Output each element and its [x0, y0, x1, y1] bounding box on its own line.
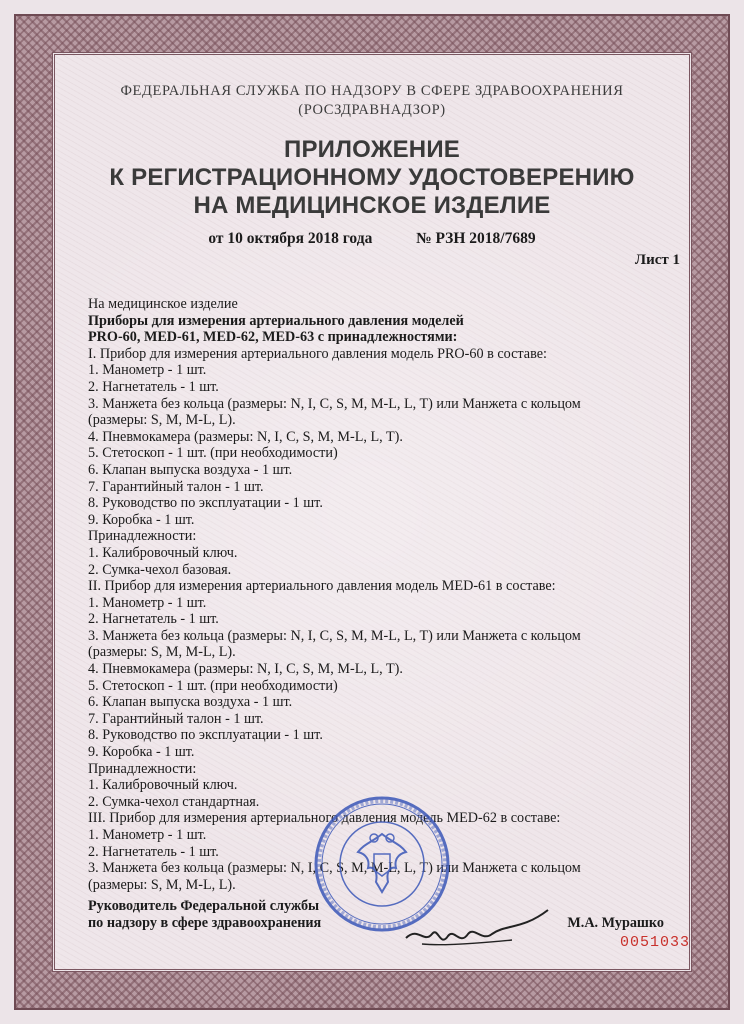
body-line: 2. Сумка-чехол базовая. [88, 561, 232, 578]
body-line: Принадлежности: [88, 760, 197, 777]
body-line: 1. Манометр - 1 шт. [88, 827, 207, 843]
sheet-number: Лист 1 [634, 252, 680, 268]
body-line: Принадлежности: [88, 528, 197, 545]
document-content [52, 52, 692, 972]
body-line: 9. Коробка - 1 шт. [88, 511, 195, 528]
body-line: 1. Калибровочный ключ. [88, 777, 238, 794]
body-line: 7. Гарантийный талон - 1 шт. [88, 710, 264, 727]
body-line: 6. Клапан выпуска воздуха - 1 шт. [88, 461, 293, 478]
registration-number: № РЗН 2018/7689 [416, 230, 536, 247]
signer-title [88, 898, 321, 932]
title-line-2: К РЕГИСТРАЦИОННОМУ УДОСТОВЕРЕНИЮ [109, 164, 635, 191]
body-line: (размеры: S, M, M-L, L). [88, 876, 236, 893]
title-line-1: ПРИЛОЖЕНИЕ [284, 136, 460, 163]
body-line: Приборы для измерения артериального давления моделей [88, 312, 464, 329]
body-line: (размеры: S, M, M-L, L). [88, 644, 236, 661]
body-line: 1. Калибровочный ключ. [88, 544, 238, 561]
body-line: 7. Гарантийный талон - 1 шт. [88, 478, 264, 495]
body-line: 2. Нагнетатель - 1 шт. [88, 611, 219, 628]
body-line: II. Прибор для измерения артериального давления модель MED-61 в составе: [88, 578, 556, 595]
body-line: 3. Манжета без кольца (размеры: N, I, C, S, M, M-L, L, T) или Манжета с кольцом [88, 627, 581, 644]
document-title [52, 136, 692, 220]
body-line: 1. Манометр - 1 шт. [88, 362, 207, 379]
body-line: 4. Пневмокамера (размеры: N, I, C, S, M, M-L, L, T). [88, 661, 403, 678]
body-line: 5. Стетоскоп - 1 шт. (при необходимости) [88, 445, 338, 462]
body-line: 8. Руководство по эксплуатации - 1 шт. [88, 495, 323, 512]
body-line: 2. Нагнетатель - 1 шт. [88, 378, 219, 395]
body-line: I. Прибор для измерения артериального давления модель PRO-60 в составе: [88, 345, 547, 362]
body-line: 1. Манометр - 1 шт. [88, 594, 207, 611]
issue-date: от 10 октября 2018 года [208, 230, 373, 247]
body-line: 2. Сумка-чехол стандартная. [88, 793, 260, 810]
signer-title-line-2: по надзору в сфере здравоохранения [88, 915, 322, 931]
body-line: PRO-60, MED-61, MED-62, MED-63 с принадлежностями: [88, 329, 458, 346]
agency-name: ФЕДЕРАЛЬНАЯ СЛУЖБА ПО НАДЗОРУ В СФЕРЕ ЗДРАВООХРАНЕНИЯ [120, 83, 624, 99]
date-number-row [52, 230, 692, 248]
signature-icon [402, 904, 552, 954]
body-line: 4. Пневмокамера (размеры: N, I, C, S, M, M-L, L, T). [88, 428, 403, 445]
title-line-3: НА МЕДИЦИНСКОЕ ИЗДЕЛИЕ [193, 192, 551, 219]
serial-number: 0051033 [619, 934, 690, 951]
body-line: 3. Манжета без кольца (размеры: N, I, C, S, M, M-L, L, T) или Манжета с кольцом [88, 395, 581, 412]
agency-abbreviation: (РОСЗДРАВНАДЗОР) [298, 102, 446, 118]
body-line: 8. Руководство по эксплуатации - 1 шт. [88, 727, 323, 744]
body-line: 3. Манжета без кольца (размеры: N, I, C, S, M, M-L, L, T) или Манжета с кольцом [88, 860, 581, 877]
signer-name: М.А. Мурашко [567, 915, 664, 931]
agency-header [52, 82, 692, 120]
body-line: На медицинское изделие [88, 296, 238, 312]
body-line: III. Прибор для измерения артериального давления модель MED-62 в составе: [88, 810, 561, 827]
body-line: 5. Стетоскоп - 1 шт. (при необходимости) [88, 677, 338, 694]
signer-title-line-1: Руководитель Федеральной службы [88, 898, 320, 914]
body-line: 6. Клапан выпуска воздуха - 1 шт. [88, 694, 293, 711]
body-line: 9. Коробка - 1 шт. [88, 744, 195, 761]
body-line: (размеры: S, M, M-L, L). [88, 412, 236, 429]
body-line: 2. Нагнетатель - 1 шт. [88, 843, 219, 860]
